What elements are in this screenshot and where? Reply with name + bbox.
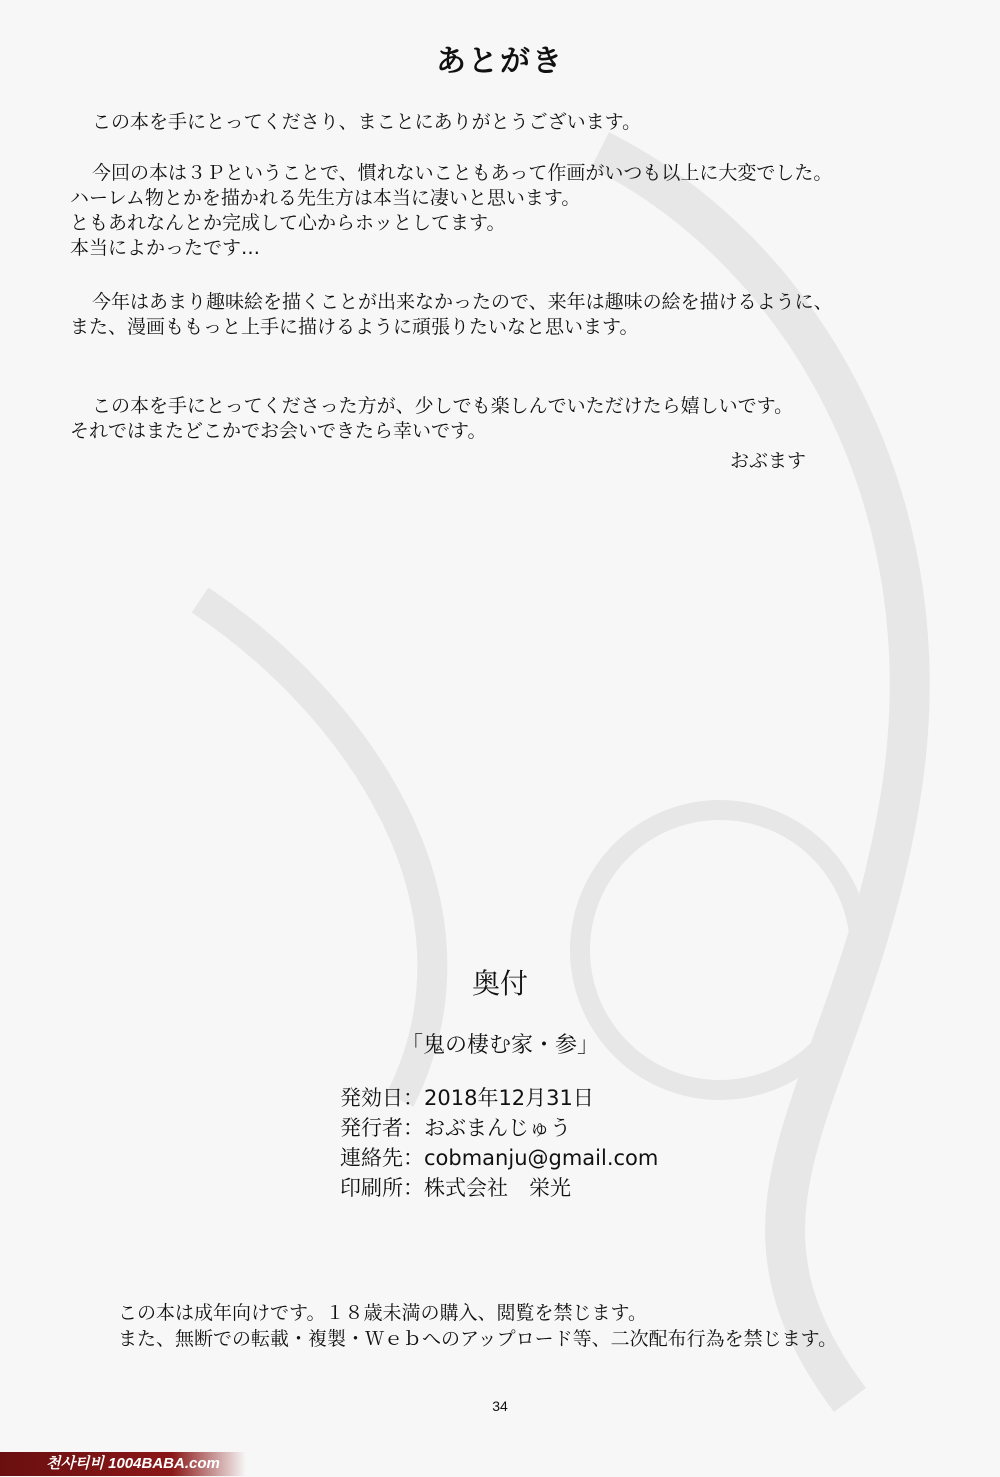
author-signature: おぶます [730,450,807,472]
colophon-title: 奥付 [471,967,528,1000]
afterword-line: ハーレム物とかを描かれる先生方は本当に凄いと思います。 [70,187,581,209]
afterword-line: それではまたどこかでお会いできたら幸いです。 [70,420,487,442]
afterword-line: 今年はあまり趣味絵を描くことが出来なかったので、来年は趣味の絵を描けるように、 [92,291,833,313]
afterword-line: また、漫画ももっと上手に描けるように頑張りたいなと思います。 [70,316,639,338]
site-watermark: 천사티비 1004BABA.com [0,1452,246,1476]
afterword-line: この本を手にとってくださり、まことにありがとうございます。 [92,111,642,133]
colophon-contact: 連絡先：cobmanju@gmail.com [340,1146,659,1170]
book-title: 「鬼の棲む家・参」 [400,1033,599,1058]
page-number: 34 [492,1398,508,1414]
redistribution-notice: また、無断での転載・複製・Ｗｅｂへのアップロード等、二次配布行為を禁じます。 [118,1328,838,1350]
afterword-line: この本を手にとってくださった方が、少しでも楽しんでいただけたら嬉しいです。 [92,395,794,417]
afterword-line: 今回の本は３Ｐということで、慣れないこともあって作画がいつも以上に大変でした。 [92,162,833,184]
age-restriction-notice: この本は成年向けです。１８歳未満の購入、閲覧を禁じます。 [118,1302,647,1324]
colophon-printer: 印刷所：株式会社 栄光 [340,1176,571,1200]
afterword-line: 本当によかったです… [70,237,261,259]
colophon-publisher: 発行者：おぶまんじゅう [340,1116,571,1140]
colophon-publish-date: 発効日：2018年12月31日 [340,1086,594,1110]
afterword-line: ともあれなんとか完成して心からホッとしてます。 [70,212,506,234]
afterword-title: あとがき [436,44,564,79]
